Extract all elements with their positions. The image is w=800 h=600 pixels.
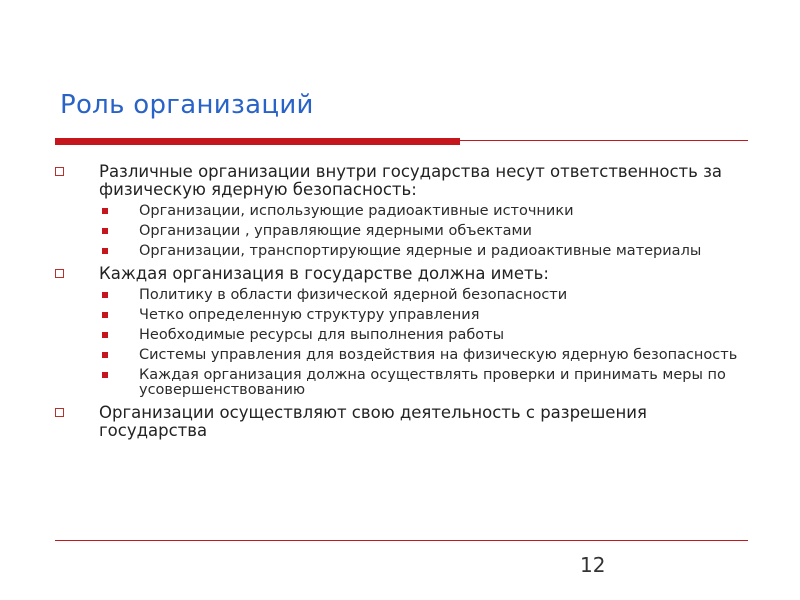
filled-square-bullet-icon [102,292,108,298]
bullet-level2 [55,288,755,303]
bullet-level2 [55,244,755,259]
bullet-text: Различные организации внутри государства несут ответственность за физическую ядерную безопасность: [99,162,723,199]
bullet-level1 [55,265,755,283]
bullet-level2 [55,348,755,363]
title-underline-thin [460,140,748,141]
bullet-level1 [55,163,755,199]
page-number: 12 [580,553,606,577]
title-underline-thick [55,138,460,145]
bullet-text: Организации, использующие радиоактивные источники [139,203,574,219]
footer-rule [55,540,748,541]
bullet-text: Организации, транспортирующие ядерные и радиоактивные материалы [139,243,702,259]
bullet-text: Организации осуществляют свою деятельность с разрешения государства [99,403,647,440]
bullet-text: Каждая организация должна осуществлять проверки и принимать меры по усовершенствованию [139,367,726,398]
slide-content [55,163,755,445]
hollow-square-bullet-icon [55,408,64,417]
filled-square-bullet-icon [102,208,108,214]
hollow-square-bullet-icon [55,167,64,176]
bullet-level2 [55,308,755,323]
bullet-text: Системы управления для воздействия на физическую ядерную безопасность [139,347,738,363]
bullet-text: Политику в области физической ядерной безопасности [139,287,568,303]
bullet-level2 [55,204,755,219]
slide-title: Роль организаций [60,90,314,120]
bullet-text: Необходимые ресурсы для выполнения работы [139,327,505,343]
filled-square-bullet-icon [102,332,108,338]
bullet-level1 [55,404,755,440]
bullet-text: Каждая организация в государстве должна иметь: [99,264,549,283]
hollow-square-bullet-icon [55,269,64,278]
bullet-level2 [55,328,755,343]
filled-square-bullet-icon [102,352,108,358]
bullet-text: Организации , управляющие ядерными объектами [139,223,532,239]
filled-square-bullet-icon [102,228,108,234]
bullet-level2 [55,224,755,239]
bullet-level2 [55,368,755,398]
bullet-text: Четко определенную структуру управления [139,307,480,323]
filled-square-bullet-icon [102,248,108,254]
filled-square-bullet-icon [102,372,108,378]
filled-square-bullet-icon [102,312,108,318]
